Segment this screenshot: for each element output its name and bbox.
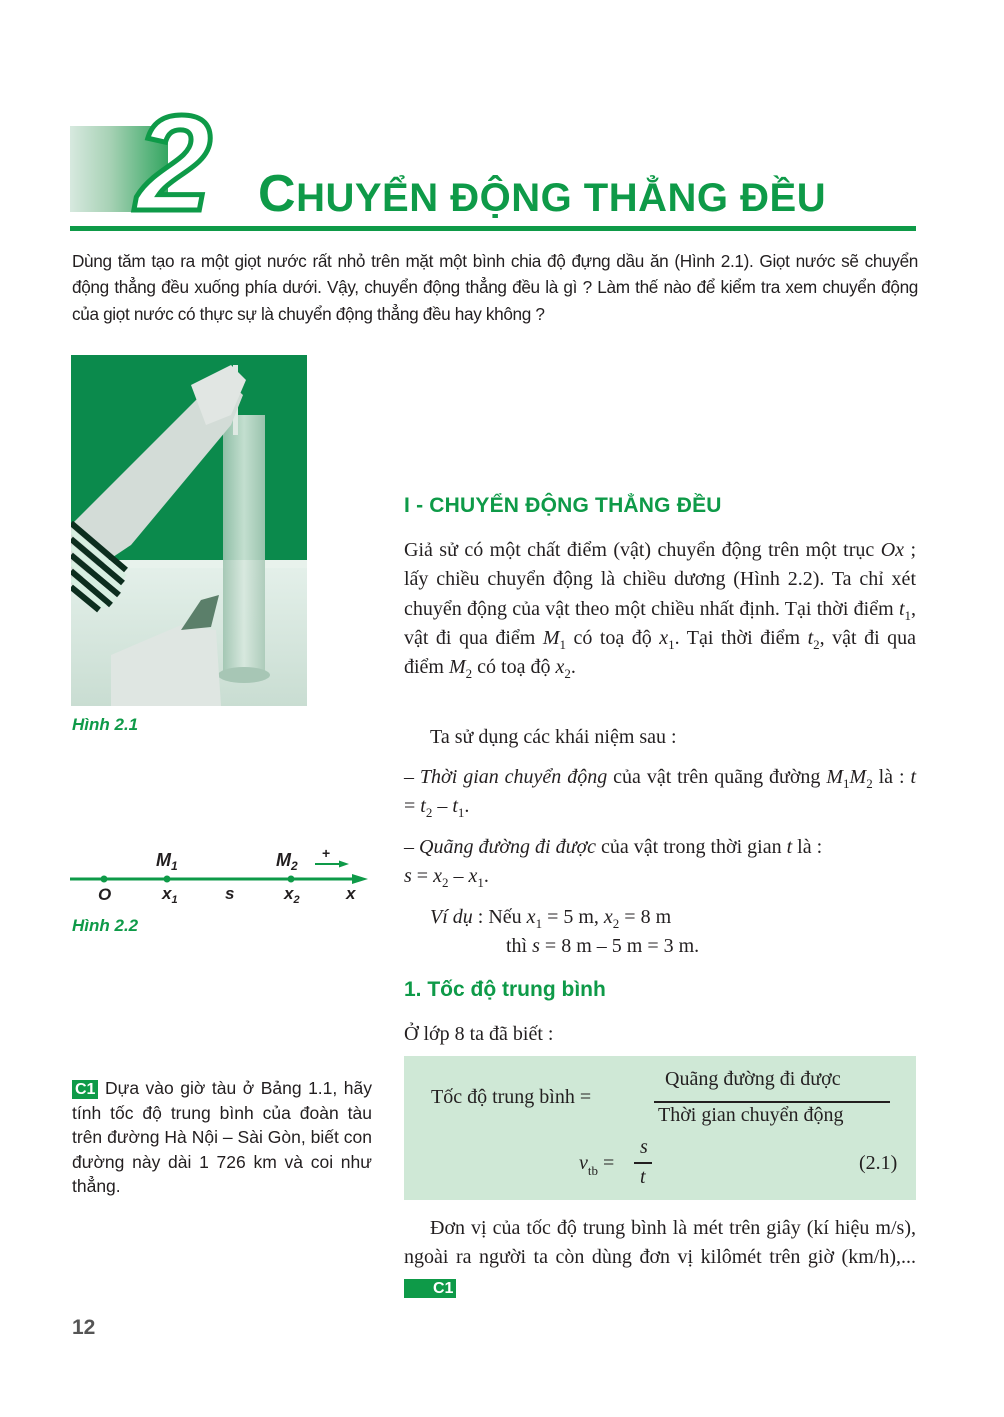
chapter-number	[128, 98, 238, 218]
intro-paragraph: Dùng tăm tạo ra một giọt nước rất nhỏ trên mặt một bình chia độ đựng dầu ăn (Hình 2.1). Giọt nước sẽ chuyển động thẳng đều xuống phía dưới. Vậy, chuyển động thẳng đều là gì ? Làm thế nào để kiểm tra xem chuyển động của giọt nước có thực sự là chuyển động thẳng đều hay không ?	[72, 251, 918, 324]
units-paragraph: Đơn vị của tốc độ trung bình là mét trên giây (kí hiệu m/s), ngoài ra người ta còn dùng đơn vị kilômét trên giờ (km/h),... C1	[404, 1217, 916, 1297]
formula-vtb: $v_{tb}$ =	[579, 1152, 615, 1178]
figure-2-1-photo	[71, 355, 307, 706]
subsection-lead: Ở lớp 8 ta đã biết :	[404, 1023, 554, 1045]
c1-question-text: Dựa vào giờ tàu ở Bảng 1.1, hãy tính tốc độ trung bình của đoàn tàu trên đường Hà Nội – Sài Gòn, biết con đường này dài 1 726 km và coi như thẳng.	[72, 1078, 372, 1196]
axis-arrow-icon	[352, 874, 368, 884]
label-x: x	[346, 884, 356, 903]
point-m1	[164, 876, 171, 883]
label-m1: $M_1$	[156, 850, 178, 873]
chapter-title	[258, 164, 826, 224]
page-number: 12	[72, 1316, 96, 1339]
chapter-title-initial: C	[258, 165, 297, 223]
c1-badge: C1	[72, 1080, 98, 1099]
figure-2-2-diagram	[66, 842, 376, 912]
label-x2: $x_2$	[284, 884, 300, 906]
figure-2-2-caption: Hình 2.2	[72, 916, 139, 935]
chapter-title-rest: HUYỂN ĐỘNG THẲNG ĐỀU	[296, 176, 827, 220]
label-plus: +	[322, 845, 331, 861]
label-o: O	[98, 885, 112, 904]
formula-s: s	[640, 1136, 648, 1158]
formula-box	[404, 1056, 916, 1200]
equation-number: (2.1)	[859, 1152, 898, 1174]
figure-2-1-caption: Hình 2.1	[72, 715, 139, 734]
subsection-heading: 1. Tốc độ trung bình	[404, 978, 606, 1001]
label-s: s	[225, 884, 235, 903]
example: Ví dụ : Nếu $x_1 = 5$ m, $x_2 = 8$ m thì s = 8 m – 5 m = 3 m.	[430, 906, 700, 958]
c1-question	[72, 1076, 372, 1199]
small-fraction-bar	[634, 1162, 652, 1164]
formula-t: t	[640, 1166, 646, 1188]
section-heading: I - CHUYỂN ĐỘNG THẲNG ĐỀU	[404, 494, 722, 517]
section-paragraph-1: Giả sử có một chất điểm (vật) chuyển động trên một trục Ox ; lấy chiều chuyển động là chiều dương (Hình 2.2). Ta chỉ xét chuyển động của vật theo một chiều nhất định. Tại thời điểm $t_1$, vật đi qua điểm $M_1$ có toạ độ $x_1$. Tại thời điểm $t_2$, vật đi qua điểm $M_2$ có toạ độ $x_2$.	[404, 539, 917, 682]
section-paragraph-2: Ta sử dụng các khái niệm sau :	[430, 726, 677, 748]
fraction-bar	[654, 1101, 890, 1103]
chapter-number-glyph: 2	[136, 98, 212, 218]
positive-direction-arrow-icon	[339, 861, 349, 868]
c1-reference-badge[interactable]: C1	[404, 1279, 456, 1298]
example-label: Ví dụ	[430, 906, 473, 928]
definition-time: – Thời gian chuyển động của vật trên quãng đường $M_1M_2$ là : $t = t_2 - t_1$.	[404, 766, 917, 821]
label-x1: $x_1$	[162, 884, 178, 906]
label-m2: $M_2$	[276, 850, 298, 873]
definition-distance: – Quãng đường đi được của vật trong thời gian t là : $s = x_2 - x_1$.	[404, 836, 823, 891]
formula-numerator: Quãng đường đi được	[665, 1068, 841, 1090]
point-m2	[288, 876, 295, 883]
title-rule	[70, 226, 916, 231]
point-o	[101, 876, 108, 883]
formula-lhs: Tốc độ trung bình =	[431, 1086, 592, 1108]
formula-denominator: Thời gian chuyển động	[658, 1104, 844, 1126]
